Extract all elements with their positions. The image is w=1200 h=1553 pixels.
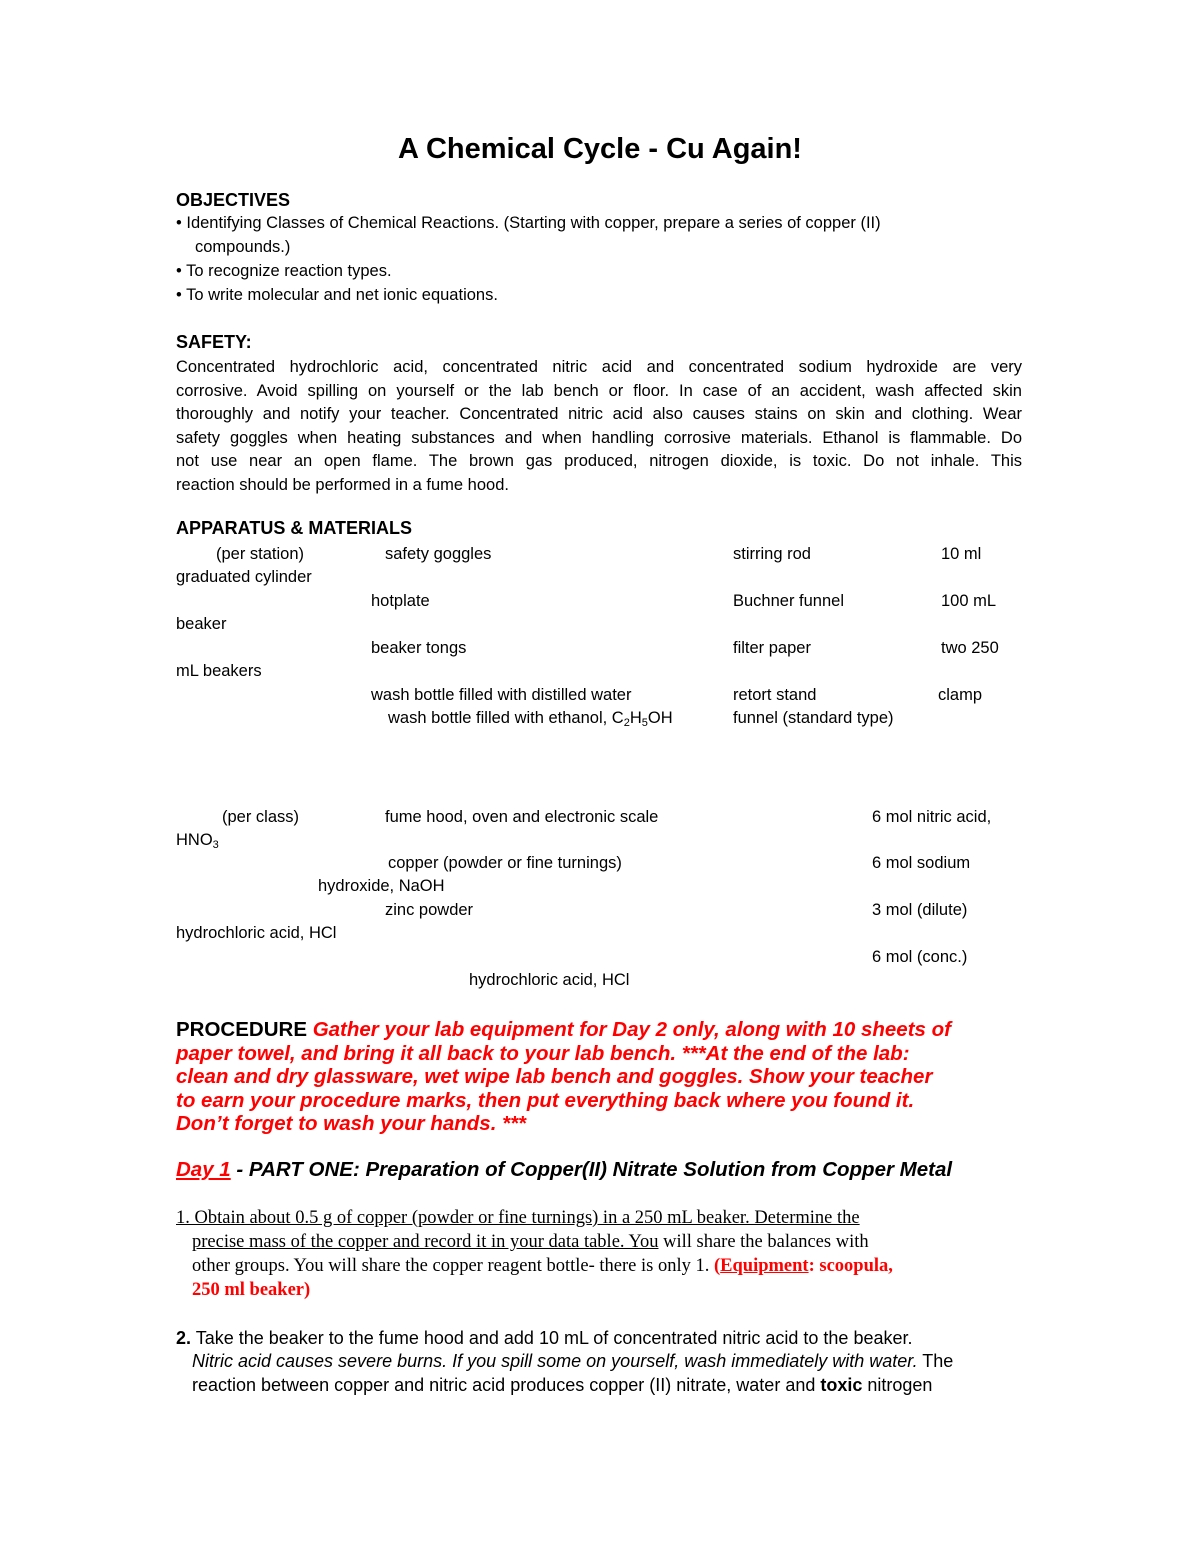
material-item: hydrochloric acid, HCl	[176, 924, 337, 942]
material-item: 3 mol (dilute)	[872, 901, 968, 919]
material-item: 100 mL	[941, 592, 997, 610]
material-item: two 250	[941, 639, 999, 657]
material-item: hydrochloric acid, HCl	[469, 971, 630, 989]
document-title: A Chemical Cycle - Cu Again!	[398, 133, 802, 165]
material-item: mL beakers	[176, 662, 262, 680]
safety-line: reaction should be performed in a fume hood.	[176, 475, 509, 494]
objectives-heading: OBJECTIVES	[176, 190, 291, 210]
procedure-note-line: Gather your lab equipment for Day 2 only, along with 10 sheets of	[312, 1018, 951, 1041]
procedure-note-line: to earn your procedure marks, then put everything back where you found it.	[176, 1088, 915, 1112]
step2-line: reaction between copper and nitric acid produces copper (II) nitrate, water and toxic nitrogen	[192, 1375, 933, 1395]
material-item: hydroxide, NaOH	[318, 877, 445, 895]
bullet-icon: •	[176, 262, 182, 280]
safety-line: safety goggles when heating substances and when handling corrosive materials. Ethanol is flammable. Do	[176, 428, 1022, 447]
step1-line: other groups. You will share the copper reagent bottle- there is only 1. (Equipment: scoopula,	[192, 1256, 893, 1276]
material-item: filter paper	[733, 639, 811, 657]
material-item: 6 mol nitric acid,	[872, 808, 992, 826]
material-item: 10 ml	[941, 545, 982, 563]
safety-line: thoroughly and notify your teacher. Concentrated nitric acid also causes stains on skin and clothing. Wear	[176, 405, 1022, 424]
procedure-heading: PROCEDURE	[176, 1018, 307, 1041]
material-item: Buchner funnel	[733, 592, 844, 610]
material-item: 6 mol sodium	[872, 854, 971, 872]
material-item-ethanol: wash bottle filled with ethanol, $C_2H_5OH$	[388, 709, 673, 729]
step1-line: precise mass of the copper and record it in your data table. You will share the balances with	[192, 1232, 869, 1252]
objective-item-1: • Identifying Classes of Chemical Reactions. (Starting with copper, prepare a series of copper (II)	[176, 214, 881, 232]
material-item: copper (powder or fine turnings)	[388, 854, 622, 872]
objective-item-2: • To recognize reaction types.	[176, 262, 392, 280]
material-item: clamp	[938, 686, 983, 704]
material-item: funnel (standard type)	[733, 709, 894, 727]
material-item: beaker tongs	[371, 639, 467, 657]
procedure-note-line: paper towel, and bring it all back to your lab bench. ***At the end of the lab:	[176, 1041, 910, 1065]
material-item: beaker	[176, 615, 227, 633]
material-item: 6 mol (conc.)	[872, 948, 968, 966]
material-item: hotplate	[371, 592, 430, 610]
safety-heading: SAFETY:	[176, 332, 252, 352]
material-item: graduated cylinder	[176, 568, 312, 586]
procedure-note-line: Don’t forget to wash your hands. ***	[176, 1112, 527, 1136]
step1-line: 250 ml beaker)	[192, 1280, 311, 1300]
step2-line: 2. Take the beaker to the fume hood and add 10 mL of concentrated nitric acid to the beaker.	[176, 1328, 913, 1348]
per-class-label: (per class)	[222, 808, 300, 826]
per-station-label: (per station)	[216, 545, 305, 563]
material-item: zinc powder	[385, 901, 474, 919]
safety-paragraph	[176, 356, 1022, 498]
material-item: retort stand	[733, 686, 817, 704]
day1-heading: Day 1 - PART ONE: Preparation of Copper(II) Nitrate Solution from Copper Metal	[176, 1158, 953, 1181]
procedure-note-line: clean and dry glassware, wet wipe lab bench and goggles. Show your teacher	[176, 1065, 933, 1089]
step1-line: 1. Obtain about 0.5 g of copper (powder or fine turnings) in a 250 mL beaker. Determine the	[176, 1208, 860, 1228]
objective-item-1-cont: compounds.)	[195, 238, 291, 256]
safety-line: not use near an open flame. The brown gas produced, nitrogen dioxide, is toxic. Do not inhale. This	[176, 452, 1022, 471]
apparatus-heading: APPARATUS & MATERIALS	[176, 518, 412, 538]
safety-line: corrosive. Avoid spilling on yourself or the lab bench or floor. In case of an accident, wash affected skin	[176, 381, 1022, 400]
equipment-label: Equipment	[720, 1256, 809, 1276]
objective-item-3: • To write molecular and net ionic equations.	[176, 286, 498, 304]
material-item: stirring rod	[733, 545, 811, 563]
material-item-hno3: $HNO_3$	[176, 831, 219, 851]
step2-line: Nitric acid causes severe burns. If you spill some on yourself, wash immediately with water. The	[192, 1351, 954, 1371]
material-item: safety goggles	[385, 545, 492, 563]
bullet-icon: •	[176, 214, 182, 232]
material-item: fume hood, oven and electronic scale	[385, 808, 659, 826]
safety-line: Concentrated hydrochloric acid, concentrated nitric acid and concentrated sodium hydroxide are very	[176, 358, 1022, 376]
material-item: wash bottle filled with distilled water	[371, 686, 632, 704]
procedure-block	[176, 1018, 951, 1136]
day1-label: Day 1	[176, 1158, 231, 1181]
bullet-icon: •	[176, 286, 182, 304]
